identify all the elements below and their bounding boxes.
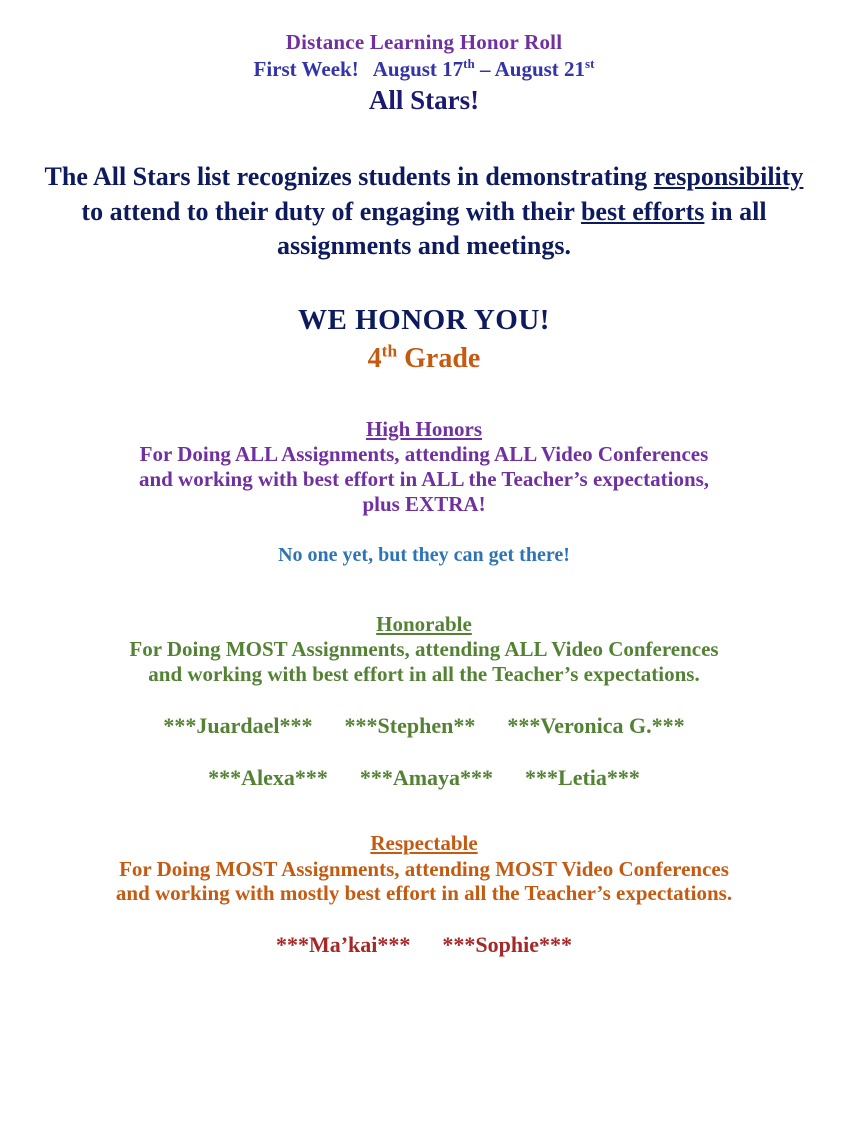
section-respectable-heading: Respectable [370,830,478,855]
student-name: ***Alexa*** [208,764,328,790]
section-respectable-description [24,857,824,907]
week-start: August 17 [372,56,464,81]
grade-label [24,342,824,375]
section-respectable [24,831,824,958]
section-high-honors-description [24,442,824,516]
student-name: ***Ma’kai*** [275,932,411,958]
section-high-honors-heading: High Honors [365,416,483,441]
week-start-ordinal: th [463,55,475,71]
week-dash: – [474,56,495,81]
section-honorable-desc-line: For Doing MOST Assignments, attending ALL Video Conferences [129,637,719,662]
week-end-ordinal: st [585,55,595,71]
section-high-honors [24,417,824,567]
grade-ordinal: th [381,341,398,361]
intro-paragraph [24,160,824,263]
section-honorable-description [24,637,824,687]
intro-part-3: in all assignments and meetings. [277,196,767,261]
student-name: ***Amaya*** [359,764,494,790]
week-end: August 21 [494,56,586,81]
student-name: ***Letia*** [525,764,640,790]
week-range [24,57,824,82]
student-name: ***Stephen** [344,712,476,738]
week-prefix: First Week! [253,56,359,81]
we-honor-you-line: WE HONOR YOU! [298,304,550,337]
honorable-names-row [24,765,824,791]
section-honorable-heading: Honorable [376,611,472,636]
all-stars-subtitle: All Stars! [368,84,480,115]
intro-underline-best-efforts: best efforts [580,196,705,226]
section-honorable [24,612,824,791]
grade-word: Grade [397,342,481,374]
intro-part-2: to attend to their duty of engaging with their [81,196,581,226]
intro-part-1: The All Stars list recognizes students in demonstrating [44,162,654,192]
section-high-honors-desc-line: For Doing ALL Assignments, attending ALL Video Conferences [139,442,709,467]
section-honorable-desc-line: and working with best effort in all the Teacher’s expectations. [148,662,700,687]
section-high-honors-note: No one yet, but they can get there! [278,543,570,566]
student-name: ***Sophie*** [442,932,573,958]
section-high-honors-desc-line: plus EXTRA! [362,491,486,516]
grade-number: 4 [367,342,382,374]
honorable-names-row [24,713,824,739]
student-name: ***Juardael*** [163,712,313,738]
student-name: ***Veronica G.*** [507,712,685,738]
respectable-names-row [24,932,824,958]
intro-underline-responsibility: responsibility [653,162,804,192]
section-respectable-desc-line: For Doing MOST Assignments, attending MOST Video Conferences [119,856,729,881]
document-title: Distance Learning Honor Roll [285,30,563,54]
section-respectable-desc-line: and working with mostly best effort in all the Teacher’s expectations. [115,881,733,906]
section-high-honors-desc-line: and working with best effort in ALL the Teacher’s expectations, [138,467,710,492]
